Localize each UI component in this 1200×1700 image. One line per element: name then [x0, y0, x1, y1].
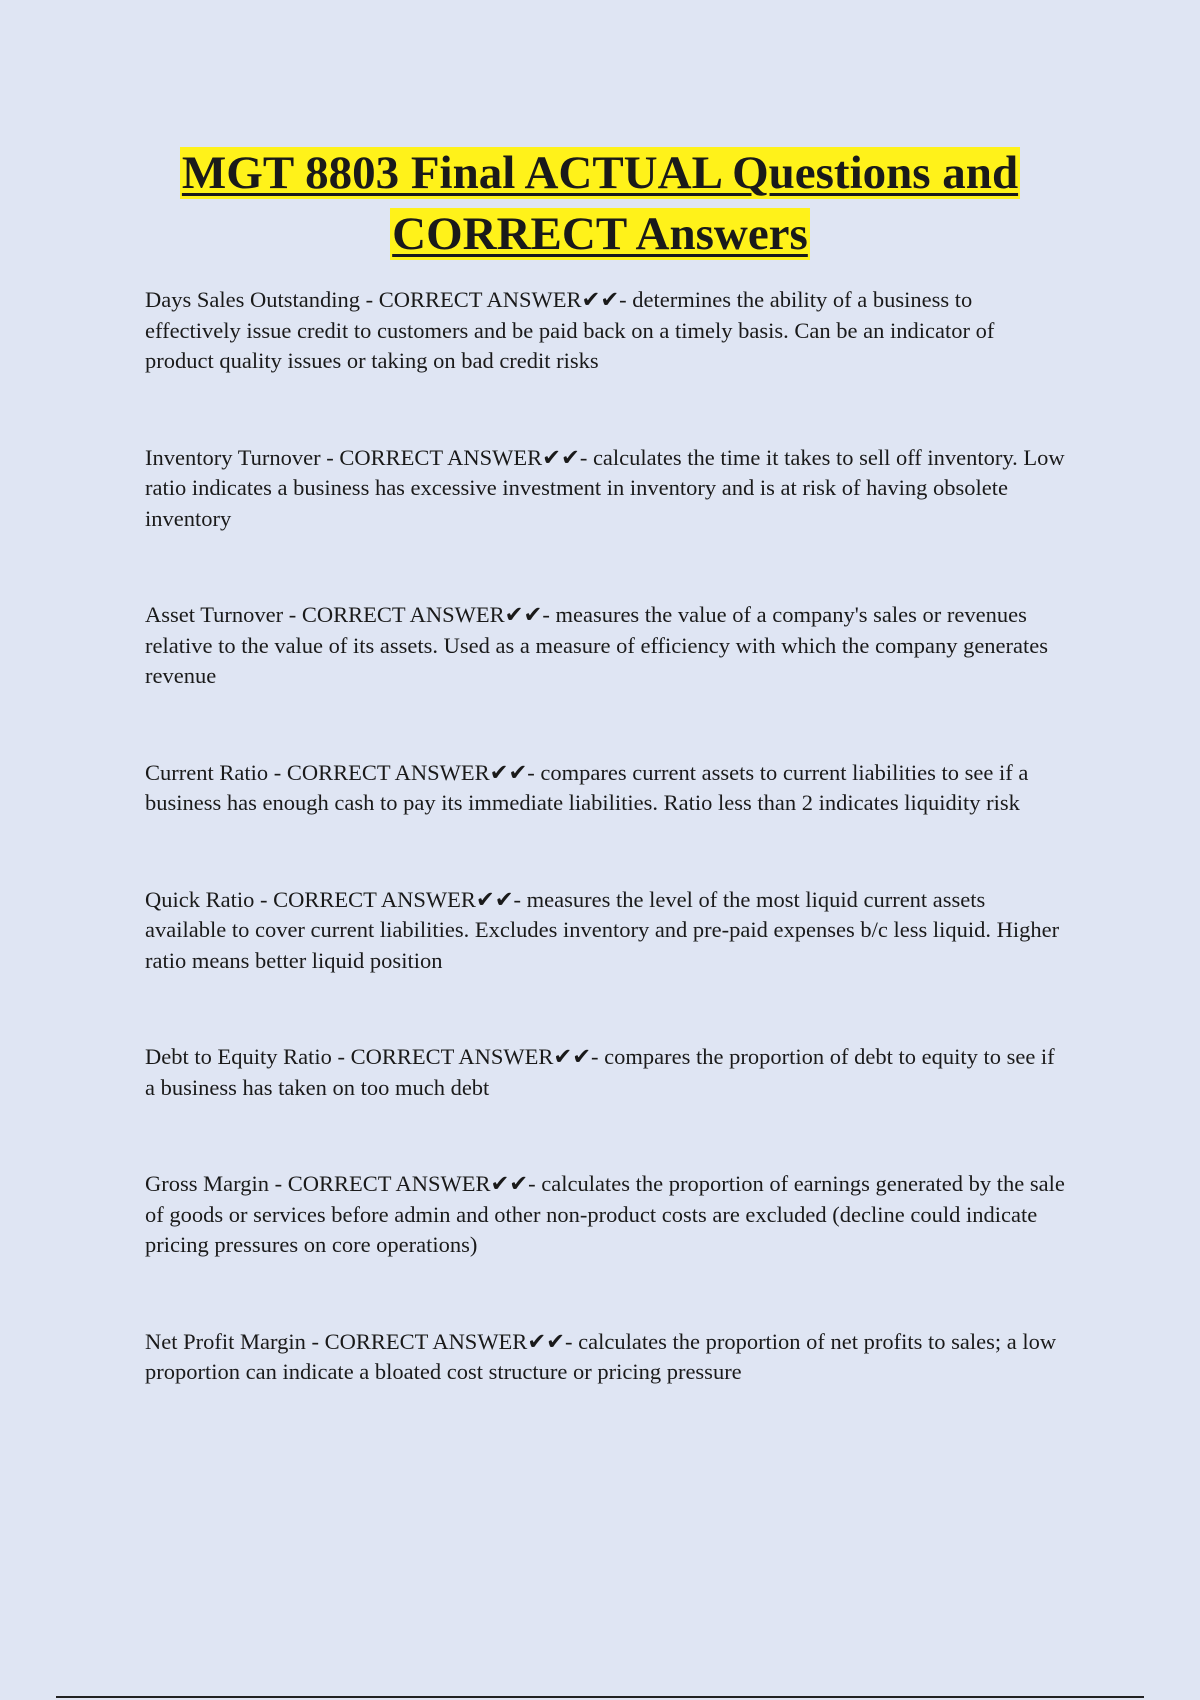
entry-definition: calculates the proportion of net profits to sales; a low proportion can indicate a bloated cost structure or pricing pressure — [145, 1328, 1057, 1384]
entry-definition: calculates the proportion of earnings generated by the sale of goods or services before admin and other non-product costs are excluded (decline could indicate pricing pressures on core operations) — [145, 1171, 1065, 1257]
entry-term: Days Sales Outstanding — [145, 287, 360, 312]
entry-answer-marker: - CORRECT ANSWER✔✔- — [254, 886, 527, 912]
entry-term: Current Ratio — [145, 759, 269, 785]
entry-definition: calculates the time it takes to sell off inventory. Low ratio indicates a business has excessive investment in inventory and is at risk of having obsolete inventory — [145, 444, 1065, 531]
entry-answer-marker: - CORRECT ANSWER✔✔- — [268, 759, 541, 785]
entry-definition: measures the level of the most liquid current assets available to cover current liabilities. Excludes inventory and pre-paid expenses b/c less liquid. Higher ratio means better liquid position — [145, 886, 1060, 973]
qa-entry-days-sales-outstanding — [145, 285, 1065, 377]
entry-term: Quick Ratio — [145, 886, 255, 912]
entry-term: Inventory Turnover — [145, 444, 321, 470]
qa-entry-current-ratio — [145, 758, 1065, 819]
qa-list — [145, 285, 1065, 1388]
entry-term: Asset Turnover — [145, 602, 284, 627]
page-title — [130, 143, 1070, 265]
title-line-2: CORRECT Answers — [392, 208, 808, 260]
entry-definition: measures the value of a company's sales or revenues relative to the value of its assets. Used as a measure of efficiency with which the company generates revenue — [145, 602, 1049, 688]
entry-definition: determines the ability of a business to effectively issue credit to customers and be paid back on a timely basis. Can be an indicator of product quality issues or taking on bad credit risks — [145, 287, 995, 373]
title-line-1: MGT 8803 Final ACTUAL Questions and — [181, 147, 1019, 199]
entry-answer-marker: - CORRECT ANSWER✔✔- — [283, 602, 556, 627]
entry-term: Gross Margin — [145, 1171, 269, 1196]
entry-definition: compares current assets to current liabilities to see if a business has enough cash to pay its immediate liabilities. Ratio less than 2 indicates liquidity risk — [145, 759, 1029, 815]
page-bottom-divider — [56, 1696, 1144, 1698]
qa-entry-quick-ratio — [145, 885, 1065, 977]
entry-definition: compares the proportion of debt to equity to see if a business has taken on too much debt — [145, 1044, 1055, 1100]
qa-entry-gross-margin — [145, 1169, 1065, 1261]
entry-answer-marker: - CORRECT ANSWER✔✔- — [331, 1044, 605, 1069]
qa-entry-debt-to-equity-ratio — [145, 1042, 1065, 1103]
entry-answer-marker: - CORRECT ANSWER✔✔- — [320, 444, 593, 470]
qa-entry-asset-turnover — [145, 600, 1065, 692]
entry-term: Debt to Equity Ratio — [145, 1044, 332, 1069]
qa-entry-net-profit-margin — [145, 1327, 1065, 1388]
entry-answer-marker: - CORRECT ANSWER✔✔- — [359, 287, 633, 312]
qa-entry-inventory-turnover — [145, 443, 1065, 535]
entry-answer-marker: - CORRECT ANSWER✔✔- — [305, 1328, 579, 1354]
entry-term: Net Profit Margin — [145, 1328, 306, 1354]
entry-answer-marker: - CORRECT ANSWER✔✔- — [268, 1171, 542, 1196]
